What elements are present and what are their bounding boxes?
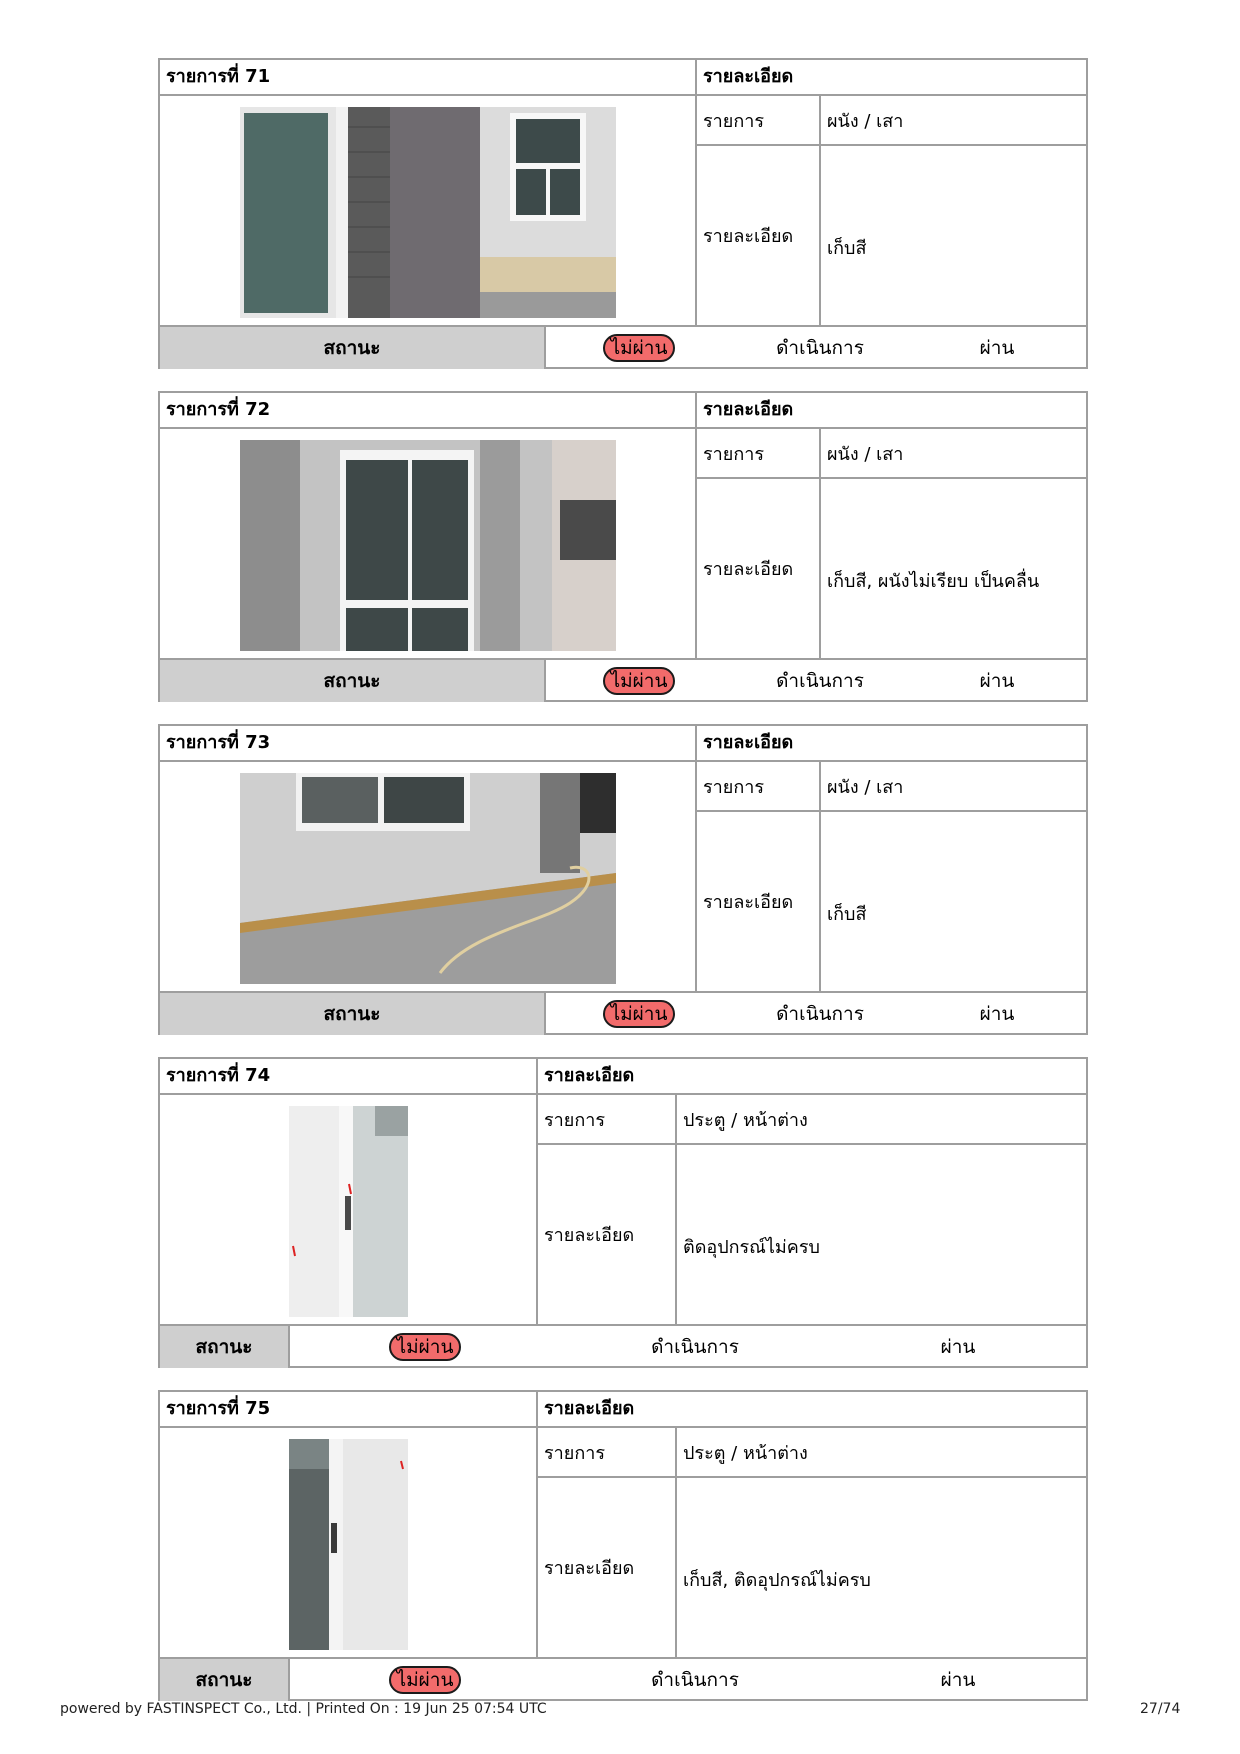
row-value-details: เก็บสี, ผนังไม่เรียบ เป็นคลื่น [827,571,1040,592]
row-value-item: ผนัง / เสา [827,443,904,465]
row-value-item: ประตู / หน้าต่าง [683,1442,808,1464]
row-label-details: รายละเอียด [544,1225,635,1246]
inspection-photo[interactable] [160,96,695,329]
inspection-photo[interactable] [160,1095,536,1328]
row-label-details: รายละเอียด [703,892,794,913]
row-value-item: ผนัง / เสา [827,776,904,798]
status-fail[interactable] [546,993,732,1035]
status-in-progress[interactable]: ดำเนินการ [776,1003,864,1025]
row-label-details: รายละเอียด [544,1558,635,1579]
fail-badge[interactable]: ไม่ผ่าน [603,667,676,695]
status-in-progress[interactable]: ดำเนินการ [776,670,864,692]
status-pass[interactable]: ผ่าน [940,1669,976,1691]
item-title: รายการที่ 75 [166,1398,271,1419]
status-in-progress[interactable]: ดำเนินการ [651,1669,739,1691]
details-header: รายละเอียด [703,399,794,420]
row-label-details: รายละเอียด [703,559,794,580]
status-fail[interactable] [290,1659,560,1701]
row-value-details: เก็บสี [827,238,867,259]
item-title: รายการที่ 73 [166,732,271,753]
status-fail[interactable] [290,1326,560,1368]
inspection-card [158,724,1088,1035]
page-number: 27/74 [1140,1701,1181,1717]
row-value-details: ติดอุปกรณ์ไม่ครบ [683,1237,820,1258]
status-in-progress[interactable]: ดำเนินการ [651,1336,739,1358]
row-value-item: ประตู / หน้าต่าง [683,1109,808,1131]
details-header: รายละเอียด [544,1065,635,1086]
status-label: สถานะ [160,327,544,369]
row-label-item: รายการ [703,443,764,465]
row-label-item: รายการ [544,1109,605,1131]
item-title: รายการที่ 74 [166,1065,271,1086]
status-label: สถานะ [160,1659,288,1701]
inspection-card [158,1390,1088,1701]
footer-credit: powered by FASTINSPECT Co., Ltd. | Printed On : 19 Jun 25 07:54 UTC [60,1701,547,1717]
inspection-card [158,1057,1088,1368]
fail-badge[interactable]: ไม่ผ่าน [389,1333,462,1361]
inspection-photo[interactable] [160,1428,536,1661]
status-pass[interactable]: ผ่าน [940,1336,976,1358]
row-value-details: เก็บสี [827,904,867,925]
status-label: สถานะ [160,993,544,1035]
status-pass[interactable]: ผ่าน [979,337,1015,359]
details-header: รายละเอียด [703,732,794,753]
item-title: รายการที่ 71 [166,66,271,87]
row-value-details: เก็บสี, ติดอุปกรณ์ไม่ครบ [683,1570,871,1591]
status-fail[interactable] [546,327,732,369]
status-label: สถานะ [160,1326,288,1368]
inspection-photo[interactable] [160,429,695,662]
fail-badge[interactable]: ไม่ผ่าน [603,1000,676,1028]
status-in-progress[interactable]: ดำเนินการ [776,337,864,359]
inspection-photo[interactable] [160,762,695,995]
row-label-details: รายละเอียด [703,226,794,247]
status-label: สถานะ [160,660,544,702]
row-label-item: รายการ [703,776,764,798]
inspection-card [158,391,1088,702]
status-fail[interactable] [546,660,732,702]
row-label-item: รายการ [703,110,764,132]
status-pass[interactable]: ผ่าน [979,1003,1015,1025]
fail-badge[interactable]: ไม่ผ่าน [603,334,676,362]
status-pass[interactable]: ผ่าน [979,670,1015,692]
row-value-item: ผนัง / เสา [827,110,904,132]
item-title: รายการที่ 72 [166,399,271,420]
details-header: รายละเอียด [703,66,794,87]
fail-badge[interactable]: ไม่ผ่าน [389,1666,462,1694]
row-label-item: รายการ [544,1442,605,1464]
details-header: รายละเอียด [544,1398,635,1419]
inspection-card [158,58,1088,369]
